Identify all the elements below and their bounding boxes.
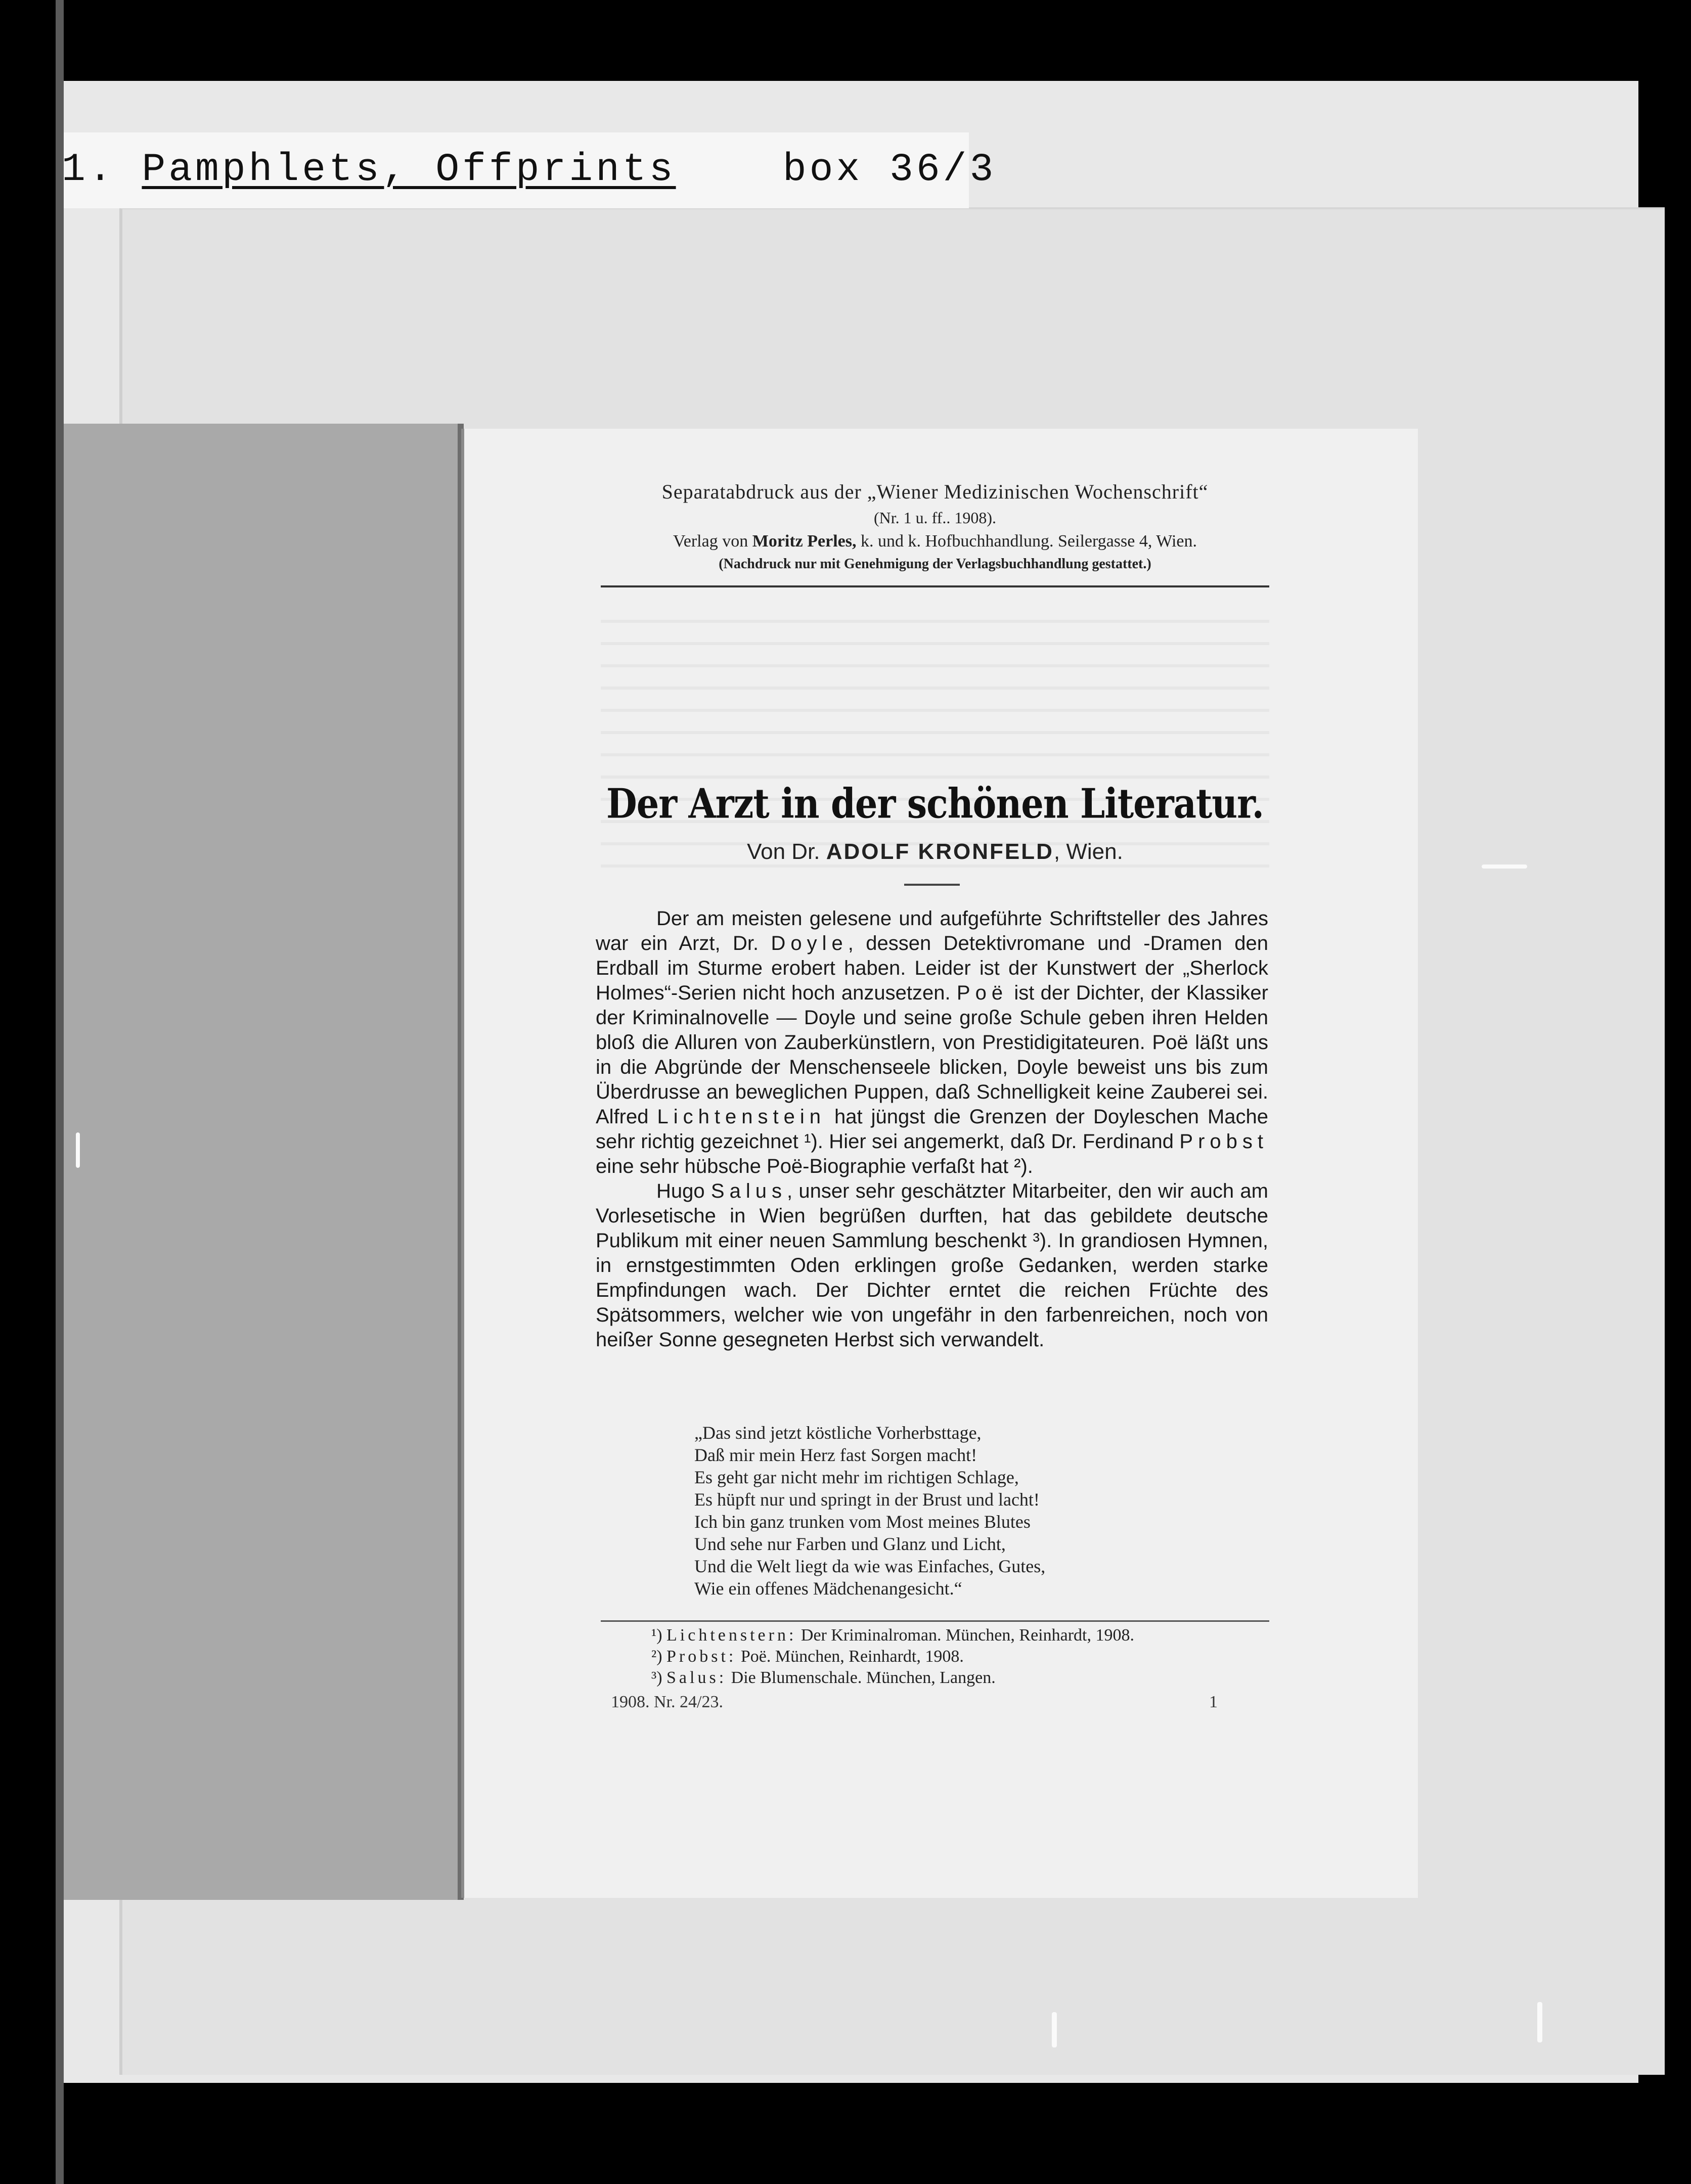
header-line3-prefix: Verlag von xyxy=(673,532,752,551)
article-author xyxy=(601,839,1269,864)
film-edge xyxy=(56,0,64,2184)
cardboard-edge xyxy=(458,424,464,1900)
paragraph-2 xyxy=(596,1179,1268,1352)
p1-text-b: , dessen Detektivromane und -Dramen den Erdball im Sturme erobert haben. Leider ist der Kunstwert der „Sherlock Holmes“-Serien nicht hoch anzusetzen. xyxy=(596,932,1268,1004)
surface-scratch xyxy=(76,1132,80,1168)
author-prefix: Von Dr. xyxy=(747,839,826,864)
article-body xyxy=(596,906,1268,1352)
p2-name-salus: Salus xyxy=(710,1180,787,1202)
p1-text-e: eine sehr hübsche Poë-Biographie verfaßt hat ²). xyxy=(596,1155,1033,1177)
poem-line: Und sehe nur Farben und Glanz und Licht, xyxy=(694,1534,1006,1554)
header-line-4: (Nachdruck nur mit Genehmigung der Verlagsbuchhandlung gestattet.) xyxy=(719,556,1151,572)
page-footer xyxy=(611,1693,1268,1712)
header-line-1: Separatabdruck aus der „Wiener Medizinischen Wochenschrift“ xyxy=(661,480,1209,503)
signature-number: 1 xyxy=(1209,1693,1218,1711)
footnote-name: Salus: xyxy=(666,1668,727,1687)
poem-line: Und die Welt liegt da wie was Einfaches, Gutes, xyxy=(694,1556,1046,1576)
poem-quote xyxy=(694,1422,1251,1600)
p1-name-poe: Poë xyxy=(956,982,1008,1004)
footnote-mark: ²) xyxy=(651,1647,662,1666)
footnote-text: Poë. München, Reinhardt, 1908. xyxy=(736,1647,964,1666)
footnote-name: Probst: xyxy=(666,1647,737,1666)
footnote-2 xyxy=(651,1646,1273,1667)
label-category: Pamphlets, Offprints xyxy=(142,148,676,192)
poem-line: Wie ein offenes Mädchenangesicht.“ xyxy=(694,1578,962,1599)
footnotes xyxy=(651,1625,1273,1689)
title-rule xyxy=(904,884,960,886)
offprint-page xyxy=(464,429,1418,1898)
article-title: Der Arzt in der schönen Literatur. xyxy=(606,779,1264,828)
label-box: box 36/3 xyxy=(782,148,997,192)
author-suffix: , Wien. xyxy=(1053,839,1123,864)
p1-text-d: hat jüngst die Grenzen der Doyleschen Mache sehr richtig gezeichnet ¹). Hier sei angemerkt, daß Dr. Ferdinand xyxy=(596,1106,1268,1153)
footnote-3 xyxy=(651,1667,1273,1689)
p1-text-c: ist der Dichter, der Klassiker der Kriminalnovelle — Doyle und seine große Schule geben ihren Helden bloß die Alluren von Zauberkünstlern, von Prestidigitateuren. Poë läßt uns in die Abgründe der Menschenseele blicken, Doyle beweist uns bis zum Überdrusse an beweglichen Puppen, daß Schnelligkeit keine Zauberei sei. Alfred xyxy=(596,982,1268,1128)
surface-scratch xyxy=(1482,864,1527,869)
p2-text-a: Hugo xyxy=(656,1180,711,1202)
header-line-3 xyxy=(601,529,1269,554)
p1-text-a: Der am meisten gelesene und aufgeführte Schriftsteller des Jahres war ein Arzt, Dr. xyxy=(596,907,1268,954)
p1-name-doyle: Doyle xyxy=(771,932,848,954)
p1-name-probst: Probst xyxy=(1179,1130,1268,1153)
offprint-header xyxy=(601,477,1269,574)
footnote-rule xyxy=(601,1620,1269,1622)
header-publisher: Moritz Perles, xyxy=(752,532,857,551)
cardboard-backing xyxy=(64,424,461,1900)
header-line-2: (Nr. 1 u. ff.. 1908). xyxy=(873,509,997,527)
poem-line: Es geht gar nicht mehr im richtigen Schlage, xyxy=(694,1467,1019,1487)
poem-line: Es hüpft nur und springt in der Brust und lacht! xyxy=(694,1489,1040,1510)
poem-line: Daß mir mein Herz fast Sorgen macht! xyxy=(694,1445,977,1465)
label-number: 1. xyxy=(62,148,115,192)
footnote-mark: ³) xyxy=(651,1668,662,1687)
header-rule xyxy=(601,585,1269,587)
surface-scratch xyxy=(1052,2012,1057,2048)
author-name: ADOLF KRONFELD xyxy=(826,839,1054,864)
footnote-text: Die Blumenschale. München, Langen. xyxy=(727,1668,996,1687)
surface-scratch xyxy=(1537,2002,1542,2042)
header-line3-suffix: k. und k. Hofbuchhandlung. Seilergasse 4, Wien. xyxy=(856,532,1197,551)
archive-label xyxy=(62,140,996,200)
footnote-1 xyxy=(651,1625,1273,1646)
poem-line: Ich bin ganz trunken vom Most meines Blutes xyxy=(694,1512,1031,1532)
footnote-text: Der Kriminalroman. München, Reinhardt, 1908. xyxy=(796,1626,1134,1645)
paragraph-1 xyxy=(596,906,1268,1179)
footnote-name: Lichtenstern: xyxy=(666,1626,797,1645)
poem-line: „Das sind jetzt köstliche Vorherbsttage, xyxy=(694,1423,982,1443)
p2-text-b: , unser sehr geschätzter Mitarbeiter, den wir auch am Vorlesetische in Wien begrüßen durften, hat das gebildete deutsche Publikum mit einer neuen Sammlung beschenkt ³). In grandiosen Hymnen, in ernstgestimmten Oden erklingen große Gedanken, werden starke Empfindungen wach. Der Dichter erntet die reichen Früchte des Spätsommers, welcher wie von ungefähr in den farbenreichen, noch von heißer Sonne gesegneten Herbst sich verwandelt. xyxy=(596,1180,1269,1351)
footnote-mark: ¹) xyxy=(651,1626,662,1645)
issue-number: 1908. Nr. 24/23. xyxy=(611,1693,723,1711)
p1-name-lichtenstein: Lichtenstein xyxy=(657,1106,826,1128)
